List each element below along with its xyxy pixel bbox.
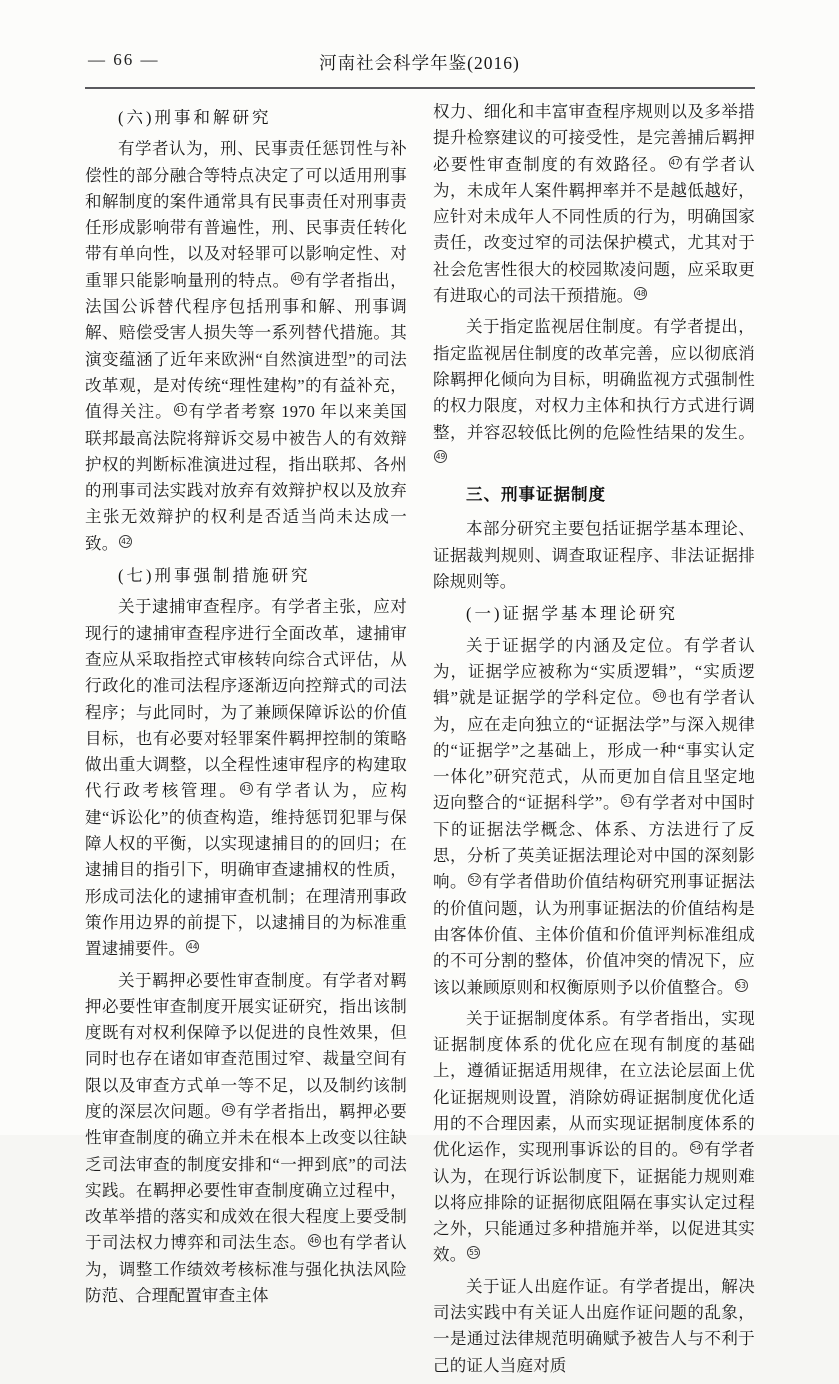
page-header	[0, 0, 839, 78]
footnote-marker: 41	[175, 405, 185, 415]
footnote-marker: 53	[736, 980, 746, 990]
paragraph: 关于证人出庭作证。有学者提出，解决司法实践中有关证人出庭作证问题的乱象，一是通过法律规范明确赋予被告人与不利于己的证人当庭对质	[433, 1276, 755, 1375]
paragraph: 权力、细化和丰富审查程序规则以及多举措提升检察建议的可接受性，是完善捕后羁押必要性审查制度的有效路径。 47 有学者认为，未成年人案件羁押率并不是越低越好，应针对未成年人不同性质的行为，明确国家责任，改变过窄的司法保护模式，尤其对于社会危害性很大的校园欺凌问题，应采取更有进取心的司法干预措施。 48	[433, 102, 755, 306]
footnote-marker: 54	[691, 1143, 702, 1153]
journal-title: 河南社会科学年鉴(2016)	[319, 53, 520, 73]
paragraph: 关于羁押必要性审查制度。有学者对羁押必要性审查制度开展实证研究，指出该制度既有对权利保障予以促进的良性效果，但同时也存在诸如审查范围过窄、裁量空间有限以及审查方式单一等不足，以及制约该制度的深层次问题。 45 有学者指出，羁押必要性审查制度的确立并未在根本上改变以往缺乏司法审查的制度安排和“一押到底”的司法实践。在羁押必要性审查制度确立过程中，改革举措的落实和成效在很大程度上要受制于司法权力博弈和司法生态。 46 也有学者认为，调整工作绩效考核标准与强化执法风险防范、合理配置审查主体	[85, 970, 408, 1306]
footnote-marker: 50	[654, 691, 665, 701]
footnote-marker: 48	[636, 289, 646, 299]
subheading-heading: (一)证据学基本理论研究	[466, 604, 678, 624]
paragraph: 有学者认为，刑、民事责任惩罚性与补偿性的部分融合等特点决定了可以适用刑事和解制度的案件通常具有民事责任对刑事责任形成影响带有普遍性，刑、民事责任转化带有单向性，以及对轻罪可以影响定性、对重罪只能影响量刑的特点。 40 有学者指出，法国公诉替代程序包括刑事和解、刑事调解、赔偿受害人损失等一系列替代措施。其演变蕴涵了近年来欧洲“自然演进型”的司法改革观，是对传统“理性建构”的有益补充，值得关注。 41 有学者考察 1970 年以来美国联邦最高法院将辩诉交易中被告人的有效辩护权的判断标准演进过程，指出联邦、各州的刑事司法实践对放弃有效辩护权以及放弃主张无效辩护的权利是否适当尚未达成一致。 42	[85, 139, 408, 553]
footnote-marker: 40	[292, 273, 302, 283]
footnote-marker: 46	[309, 1236, 319, 1246]
subheading-heading: (六)刑事和解研究	[118, 108, 272, 127]
left-column	[85, 99, 407, 1384]
paragraph: 关于证据制度体系。有学者指出，实现证据制度体系的优化应在现有制度的基础上，遵循证据适用规律，在立法论层面上优化证据规则设置，消除妨碍证据制度优化适用的不合理因素，从而实现证据制度体系的优化运作，实现刑事诉讼的目的。 54 有学者认为，在现行诉讼制度下，证据能力规则难以将应排除的证据彻底阻隔在事实认定过程之外，只能通过多种措施并举，以促进其实效。 55	[433, 1008, 755, 1265]
paragraph: 本部分研究主要包括证据学基本理论、证据裁判规则、调查取证程序、非法证据排除规则等。	[433, 519, 755, 592]
footnote-marker: 52	[469, 875, 480, 885]
text-columns	[0, 89, 839, 1384]
paragraph: 关于指定监视居住制度。有学者提出，指定监视居住制度的改革完善，应以彻底消除羁押化倾向为目标，明确监视方式强制性的权力限度，对权力主体和执行方式进行调整，并容忍较低比例的危险性结果的发生。49	[433, 317, 755, 461]
footnote-marker: 49	[435, 451, 446, 461]
right-column	[433, 99, 755, 1384]
paragraph: 关于证据学的内涵及定位。有学者认为，证据学应被称为“实质逻辑”，“实质逻辑”就是证据学的学科定位。 50 也有学者认为，应在走向独立的“证据法学”与深入规律的“证据学”之基础上，形成一种“事实认定一体化”研究范式，从而更加自信且坚定地迈向整合的“证据科学”。 51 有学者对中国时下的证据法学概念、体系、方法进行了反思，分析了英美证据法理论对中国的深刻影响。 52 有学者借助价值结构研究刑事证据法的价值问题，认为刑事证据法的价值结构是由客体价值、主体价值和价值评判标准组成的不可分割的整体，价值冲突的情况下，应该以兼顾原则和权衡原则予以价值整合。 53	[433, 635, 756, 997]
footnote-marker: 42	[121, 536, 131, 546]
footnote-marker: 55	[469, 1248, 479, 1258]
footnote-marker: 44	[187, 942, 198, 952]
section-heading: 三、刑事证据制度	[466, 486, 606, 505]
footnote-marker: 47	[670, 157, 681, 167]
subheading-heading: (七)刑事强制措施研究	[118, 566, 311, 586]
footnote-marker: 43	[241, 784, 251, 794]
page-number: — 66 —	[88, 50, 160, 69]
footnote-marker: 51	[622, 796, 633, 806]
paragraph: 关于逮捕审查程序。有学者主张，应对现行的逮捕审查程序进行全面改革，逮捕审查应从采取指控式审核转向综合式评估，从行政化的准司法程序逐渐迈向控辩式的司法程序；与此同时，为了兼顾保障诉讼的价值目标，也有必要对轻罪案件羁押控制的策略做出重大调整，以全程性速审程序的构建取代行政考核管理。 43 有学者认为，应构建“诉讼化”的侦查构造，维持惩罚犯罪与保障人权的平衡，以实现逮捕目的的回归；在逮捕目的指引下，明确审查逮捕权的性质，形成司法化的逮捕审查机制；在理清刑事政策作用边界的前提下，以逮捕目的为标准重置逮捕要件。 44	[85, 597, 407, 959]
footnote-marker: 45	[224, 1104, 234, 1114]
